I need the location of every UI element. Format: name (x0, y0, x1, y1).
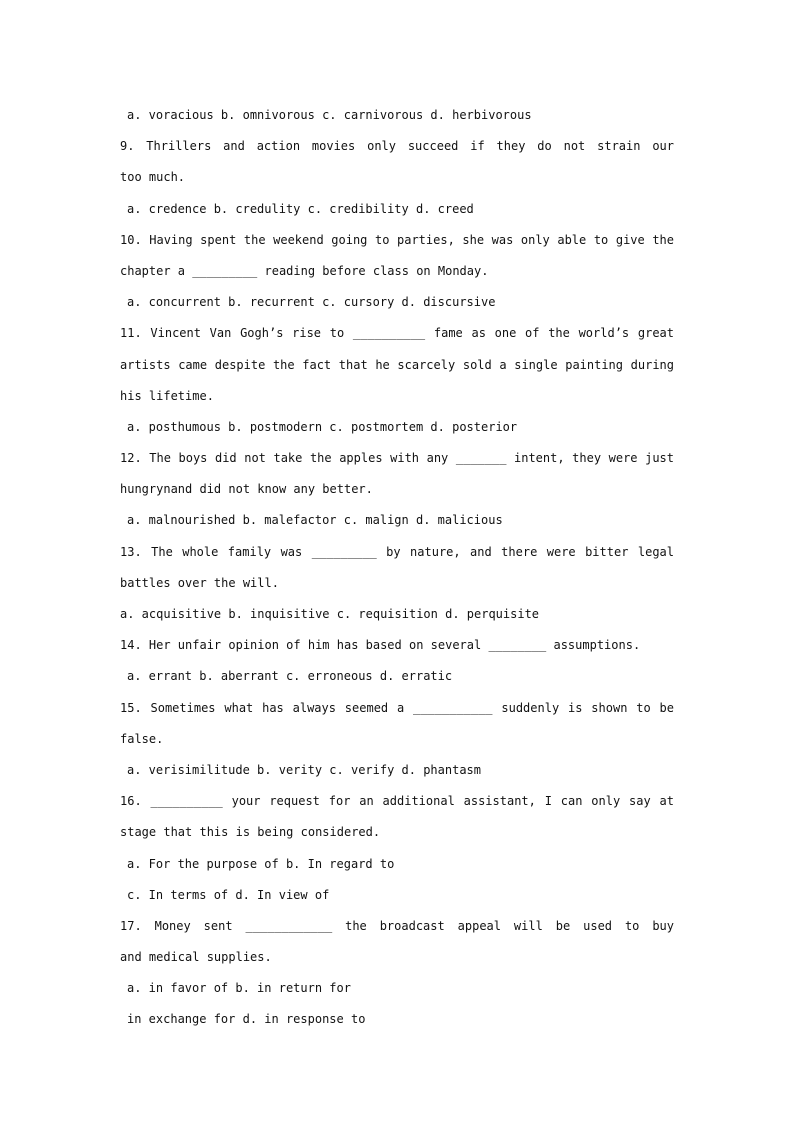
question-13-line-1: 13. The whole family was _________ by nature, and there were bitter legal (120, 544, 674, 559)
question-15-line-2: false. (120, 731, 164, 746)
question-13-line-2: battles over the will. (120, 575, 279, 590)
answer-options-12: a. malnourished b. malefactor c. malign d. malicious (127, 513, 503, 528)
question-17-line-1: 17. Money sent ____________ the broadcast appeal will be used to buy (120, 918, 674, 933)
question-10-line-1: 10. Having spent the weekend going to parties, she was only able to give the (120, 232, 674, 247)
question-17-line-2: and medical supplies. (120, 950, 272, 965)
question-16-line-1: 16. __________ your request for an additional assistant, I can only say at (120, 794, 674, 809)
question-14-line-1: 14. Her unfair opinion of him has based on several ________ assumptions. (120, 638, 641, 653)
answer-options-8: a. voracious b. omnivorous c. carnivorous d. herbivorous (127, 108, 532, 122)
answer-options-16-line-2: c. In terms of d. In view of (127, 887, 330, 902)
question-11-line-3: his lifetime. (120, 388, 214, 403)
question-11-line-2: artists came despite the fact that he scarcely sold a single painting during (120, 357, 674, 372)
answer-options-17-line-1: a. in favor of b. in return for (127, 981, 351, 996)
question-12-line-1: 12. The boys did not take the apples with any _______ intent, they were just (120, 451, 674, 466)
document-page (120, 100, 674, 1036)
question-9-line-2: too much. (120, 170, 186, 185)
answer-options-9: a. credence b. credulity c. credibility d. creed (127, 201, 474, 216)
answer-options-11: a. posthumous b. postmodern c. postmortem d. posterior (127, 419, 518, 434)
question-16-line-2: stage that this is being considered. (120, 825, 381, 840)
answer-options-17-line-2: in exchange for d. in response to (127, 1012, 366, 1027)
question-15-line-1: 15. Sometimes what has always seemed a ___________ suddenly is shown to be (120, 700, 674, 715)
answer-options-10: a. concurrent b. recurrent c. cursory d. discursive (127, 295, 496, 310)
question-11-line-1: 11. Vincent Van Gogh’s rise to __________ fame as one of the world’s great (120, 326, 674, 341)
answer-options-13: a. acquisitive b. inquisitive c. requisition d. perquisite (120, 607, 540, 621)
answer-options-15: a. verisimilitude b. verity c. verify d. phantasm (127, 762, 482, 777)
answer-options-14: a. errant b. aberrant c. erroneous d. erratic (127, 669, 453, 684)
question-12-line-2: hungrynand did not know any better. (120, 482, 373, 497)
question-10-line-2: chapter a _________ reading before class on Monday. (120, 263, 489, 278)
question-9-line-1: 9. Thrillers and action movies only succeed if they do not strain our (120, 139, 674, 154)
answer-options-16-line-1: a. For the purpose of b. In regard to (127, 856, 395, 871)
